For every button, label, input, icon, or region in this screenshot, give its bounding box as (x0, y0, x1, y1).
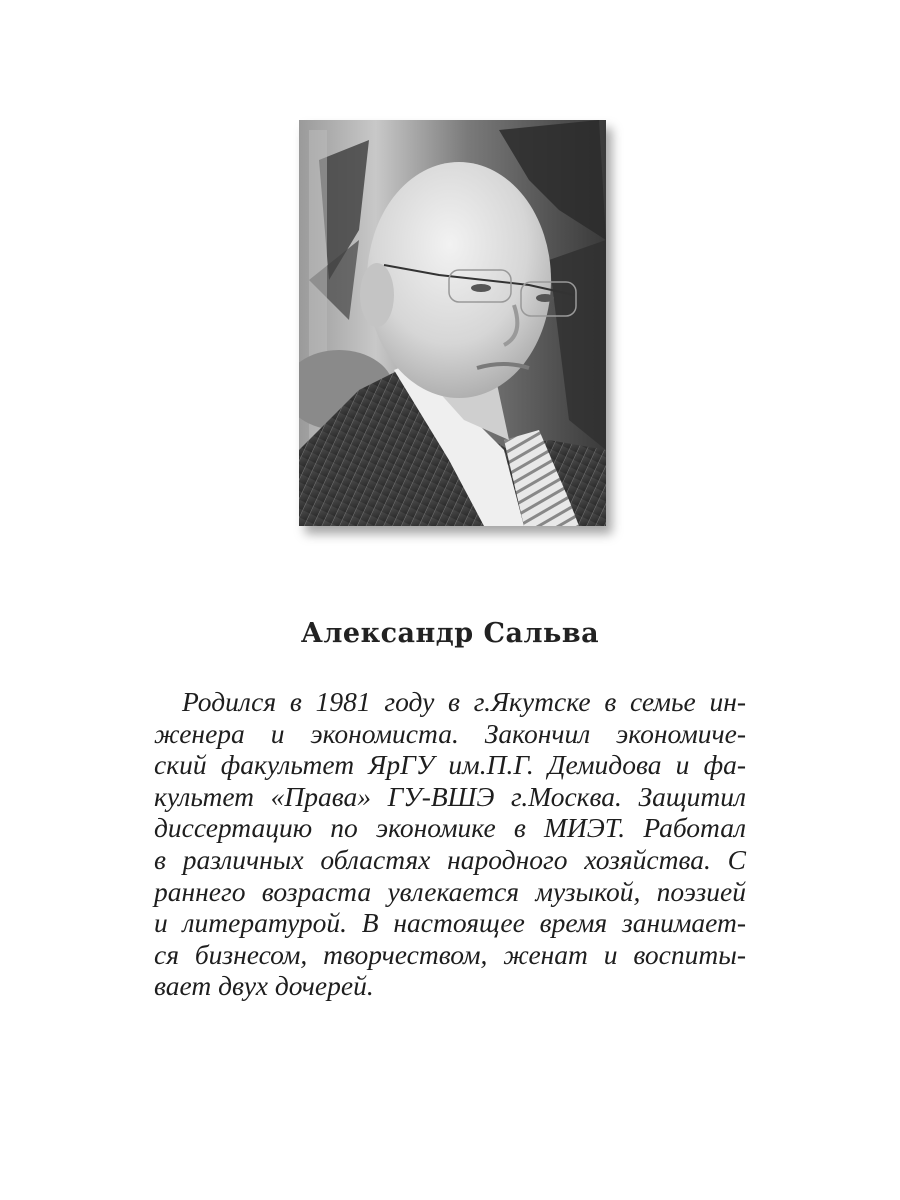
bio-line: ся бизнесом, творчеством, женат и воспиты- (154, 938, 746, 970)
bio-line: диссертацию по экономике в МИЭТ. Работал (154, 812, 746, 844)
bio-line: культет «Права» ГУ-ВШЭ г.Москва. Защитил (154, 780, 746, 812)
portrait-illustration (299, 120, 606, 526)
bio-line: и литературой. В настоящее время занимает- (154, 907, 746, 939)
author-photo (299, 120, 606, 526)
bio-line: раннего возраста увлекается музыкой, поэзией (154, 875, 746, 907)
bio-line: женера и экономиста. Закончил экономиче- (154, 717, 746, 749)
bio-line: Родился в 1981 году в г.Якутске в семье ин- (182, 686, 746, 717)
author-name: Александр Сальва (300, 618, 600, 649)
bio-line: в различных областях народного хозяйства. С (154, 843, 746, 875)
author-bio (154, 686, 746, 1002)
bio-line: вает двух дочерей. (154, 970, 374, 1002)
bio-line: ский факультет ЯрГУ им.П.Г. Демидова и фа- (154, 749, 746, 781)
